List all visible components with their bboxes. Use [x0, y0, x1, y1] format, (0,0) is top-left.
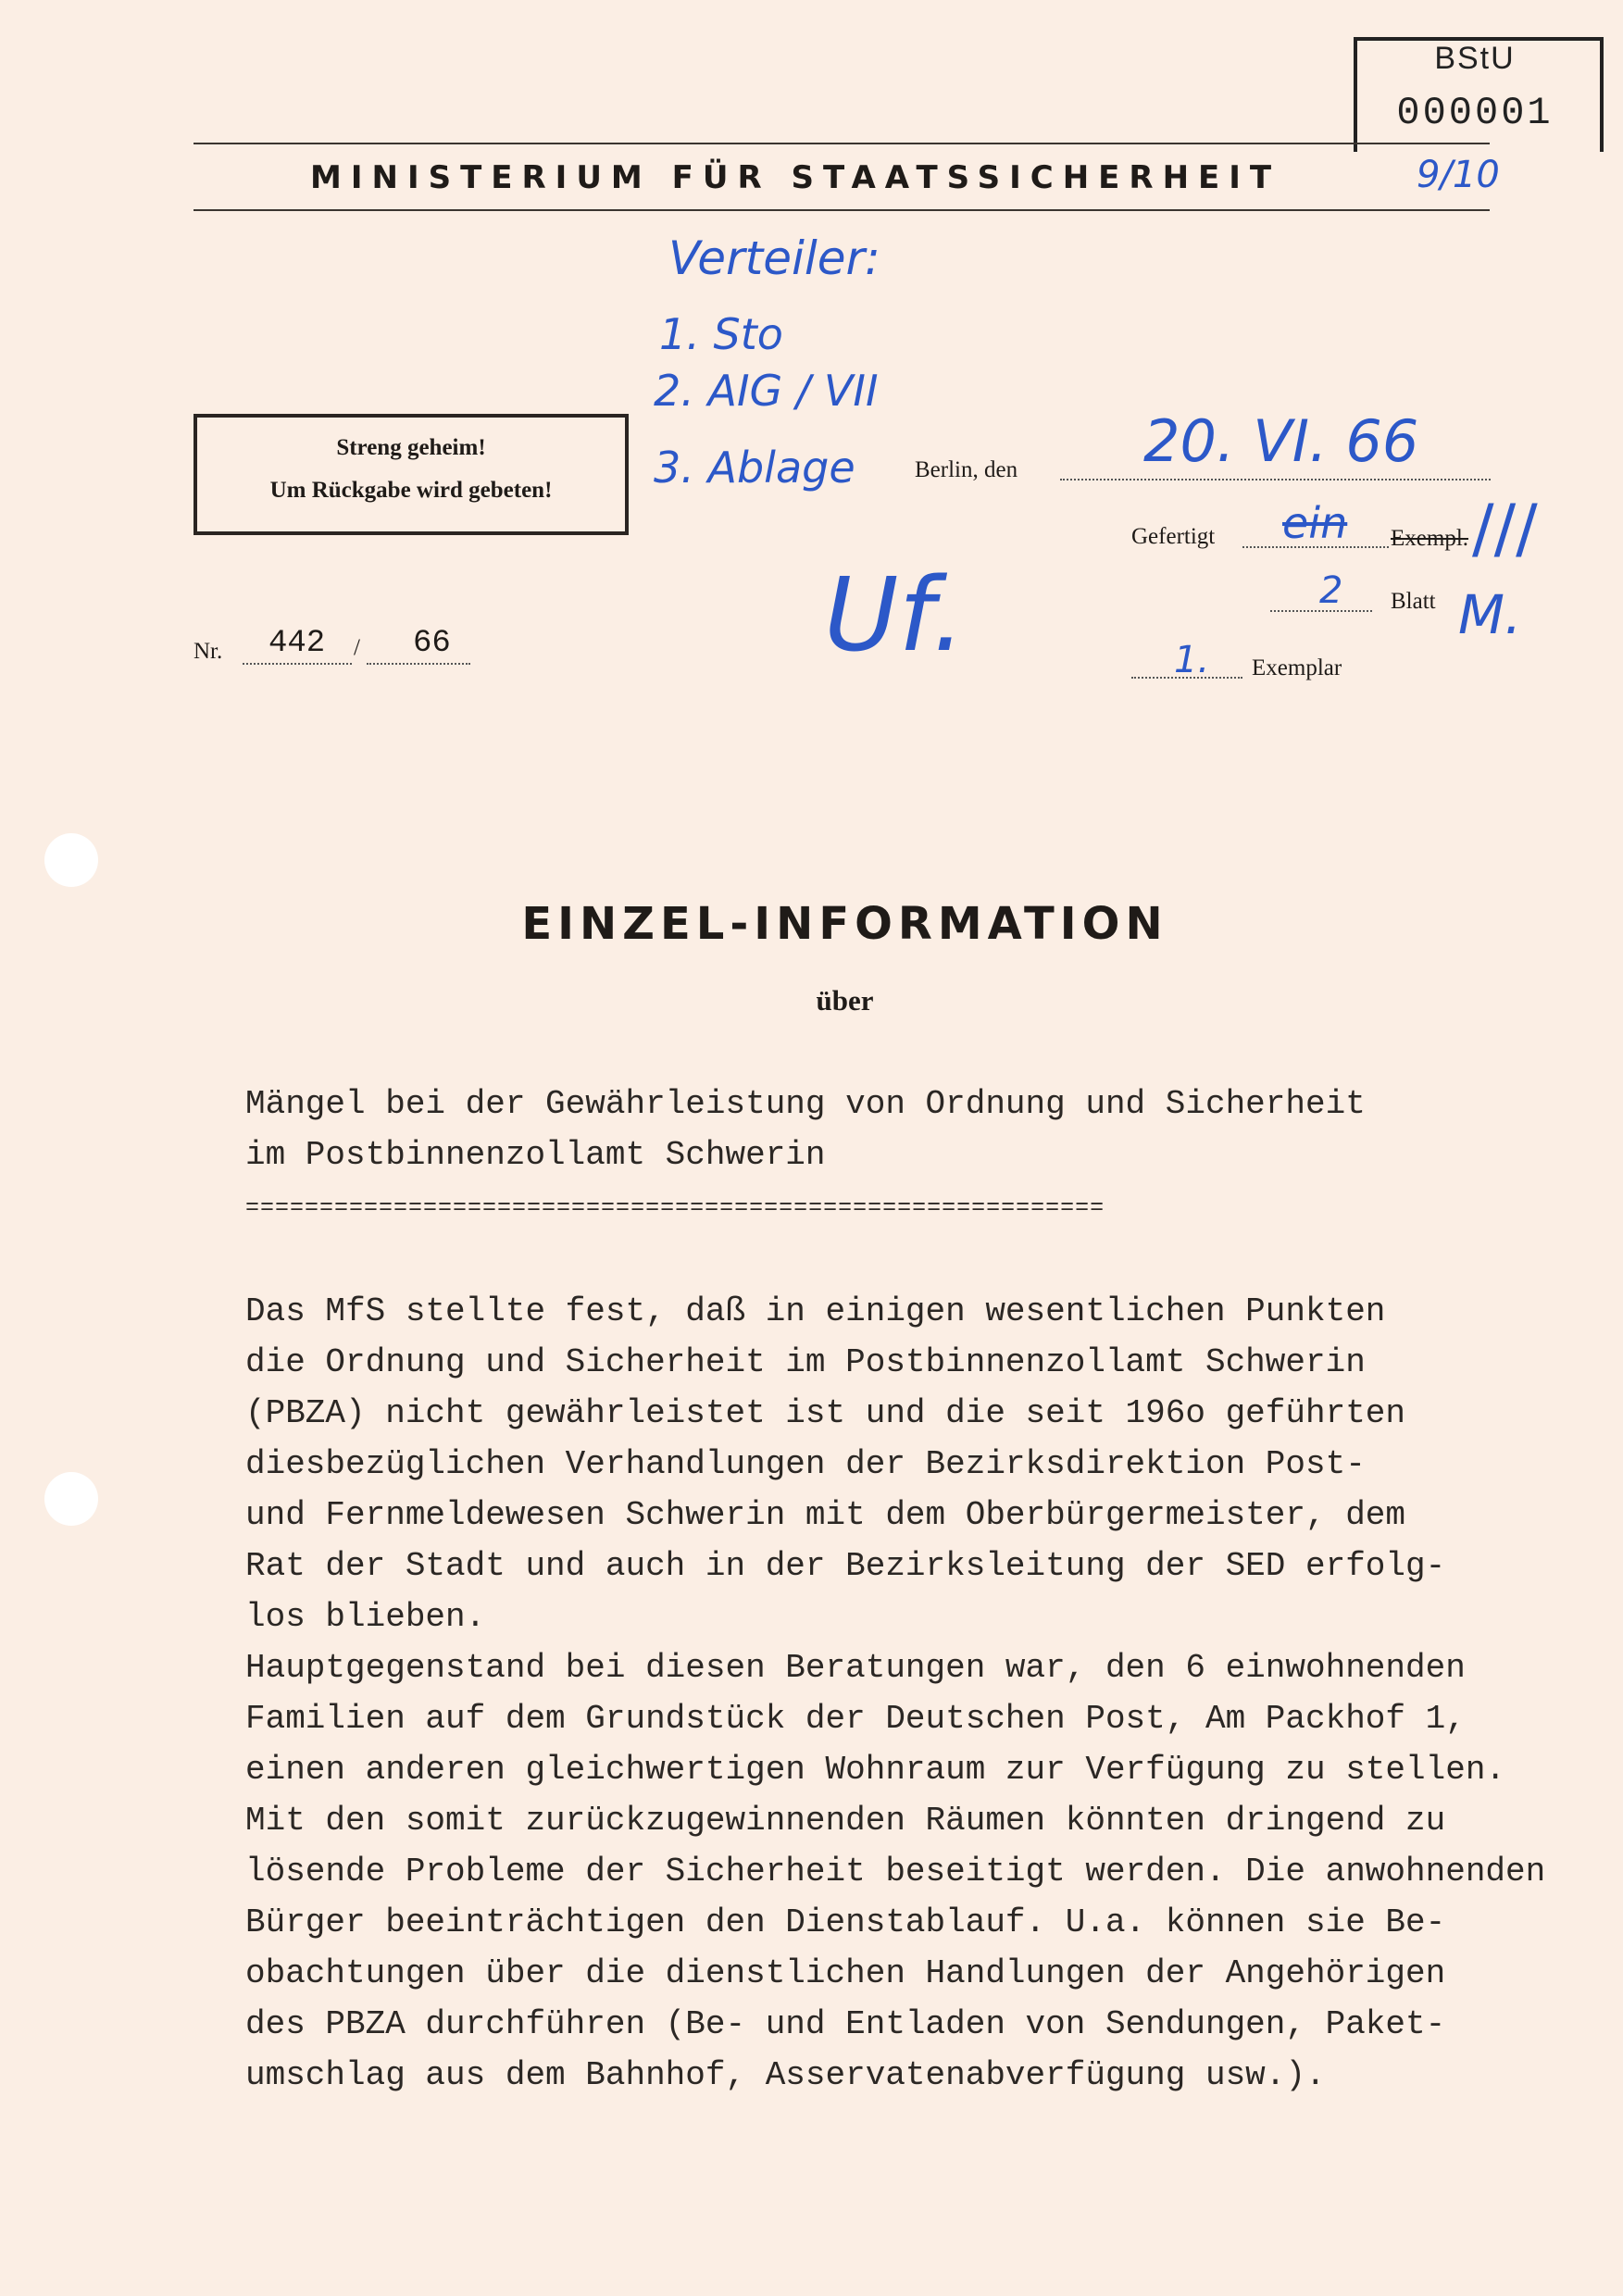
body-line: lösende Probleme der Sicherheit beseitigt werden. Die anwohnenden — [245, 1853, 1546, 1890]
body-line: Das MfS stellte fest, daß in einigen wesentlichen Punkten — [245, 1292, 1386, 1330]
subject-line: im Postbinnenzollamt Schwerin — [245, 1136, 826, 1174]
sheets-label: Blatt — [1391, 589, 1436, 614]
body-line: Hauptgegenstand bei diesen Beratungen war, den 6 einwohnenden — [245, 1649, 1466, 1687]
marginal-tick-marks: /// — [1472, 491, 1538, 567]
punch-hole-bottom — [44, 1472, 98, 1526]
archive-stamp-label: BStU — [1434, 41, 1516, 76]
marginal-initials: M. — [1458, 583, 1522, 646]
handwritten-signature: Uf. — [824, 555, 966, 674]
secrecy-notice-line: Um Rückgabe wird gebeten! — [269, 478, 553, 503]
subject-line: Mängel bei der Gewährleistung von Ordnung und Sicherheit — [245, 1085, 1366, 1123]
secrecy-notice-line: Streng geheim! — [336, 435, 486, 460]
letterhead-rule-top — [194, 143, 1490, 144]
body-line: diesbezüglichen Verhandlungen der Bezirksdirektion Post- — [245, 1445, 1366, 1483]
distribution-item: 1. Sto — [659, 309, 783, 359]
date-dotted-line — [1060, 479, 1491, 480]
reference-separator: / — [354, 635, 360, 660]
sheets-value: 2 — [1319, 569, 1343, 612]
copies-made-label: Gefertigt — [1131, 524, 1216, 549]
body-line: die Ordnung und Sicherheit im Postbinnenzollamt Schwerin — [245, 1343, 1366, 1381]
body-line: Mit den somit zurückzugewinnenden Räumen könnten dringend zu — [245, 1802, 1446, 1840]
reference-label: Nr. — [194, 639, 223, 664]
reference-year-dotted-line — [367, 663, 470, 665]
distribution-item: 2. AIG / VII — [654, 366, 879, 416]
copy-number-label: Exemplar — [1252, 655, 1342, 680]
document-title: EINZEL-INFORMATION — [521, 898, 1168, 950]
archive-stamp-number: 000001 — [1396, 91, 1554, 135]
copies-made-unit: Exempl. — [1391, 526, 1469, 551]
body-line: obachtungen über die dienstlichen Handlungen der Angehörigen — [245, 1954, 1446, 1992]
body-line: Rat der Stadt und auch in der Bezirksleitung der SED erfolg- — [245, 1547, 1446, 1585]
secrecy-notice-box — [194, 414, 629, 535]
reference-number: 442 — [268, 626, 326, 661]
punch-hole-top — [44, 833, 98, 887]
place-date-label: Berlin, den — [915, 457, 1018, 482]
distribution-heading: Verteiler: — [668, 231, 880, 285]
body-line: umschlag aus dem Bahnhof, Asservatenabverfügung usw.). — [245, 2056, 1326, 2094]
body-line: und Fernmeldewesen Schwerin mit dem Oberbürgermeister, dem — [245, 1496, 1406, 1534]
ministry-name: MINISTERIUM FÜR STAATSSICHERHEIT — [310, 159, 1281, 196]
body-line: (PBZA) nicht gewährleistet ist und die seit 196o geführten — [245, 1394, 1406, 1432]
title-about-word: über — [816, 984, 874, 1017]
distribution-item: 3. Ablage — [654, 443, 855, 493]
document-date: 20. VI. 66 — [1143, 407, 1419, 475]
copies-made-value: ein — [1282, 498, 1348, 548]
reference-number-dotted-line — [243, 663, 352, 665]
copy-number-value: 1. — [1174, 639, 1210, 681]
body-line: Familien auf dem Grundstück der Deutschen Post, Am Packhof 1, — [245, 1700, 1466, 1738]
subject-underline: ========================================================== — [245, 1194, 1105, 1221]
body-line: los blieben. — [245, 1598, 486, 1636]
body-line: Bürger beeinträchtigen den Dienstablauf. U.a. können sie Be- — [245, 1903, 1446, 1941]
letterhead-rule-bottom — [194, 209, 1490, 211]
body-line: einen anderen gleichwertigen Wohnraum zur Verfügung zu stellen. — [245, 1751, 1506, 1789]
reference-year: 66 — [413, 626, 451, 661]
body-line: des PBZA durchführen (Be- und Entladen von Sendungen, Paket- — [245, 2005, 1446, 2043]
letterhead-annotation: 9/10 — [1417, 154, 1500, 196]
